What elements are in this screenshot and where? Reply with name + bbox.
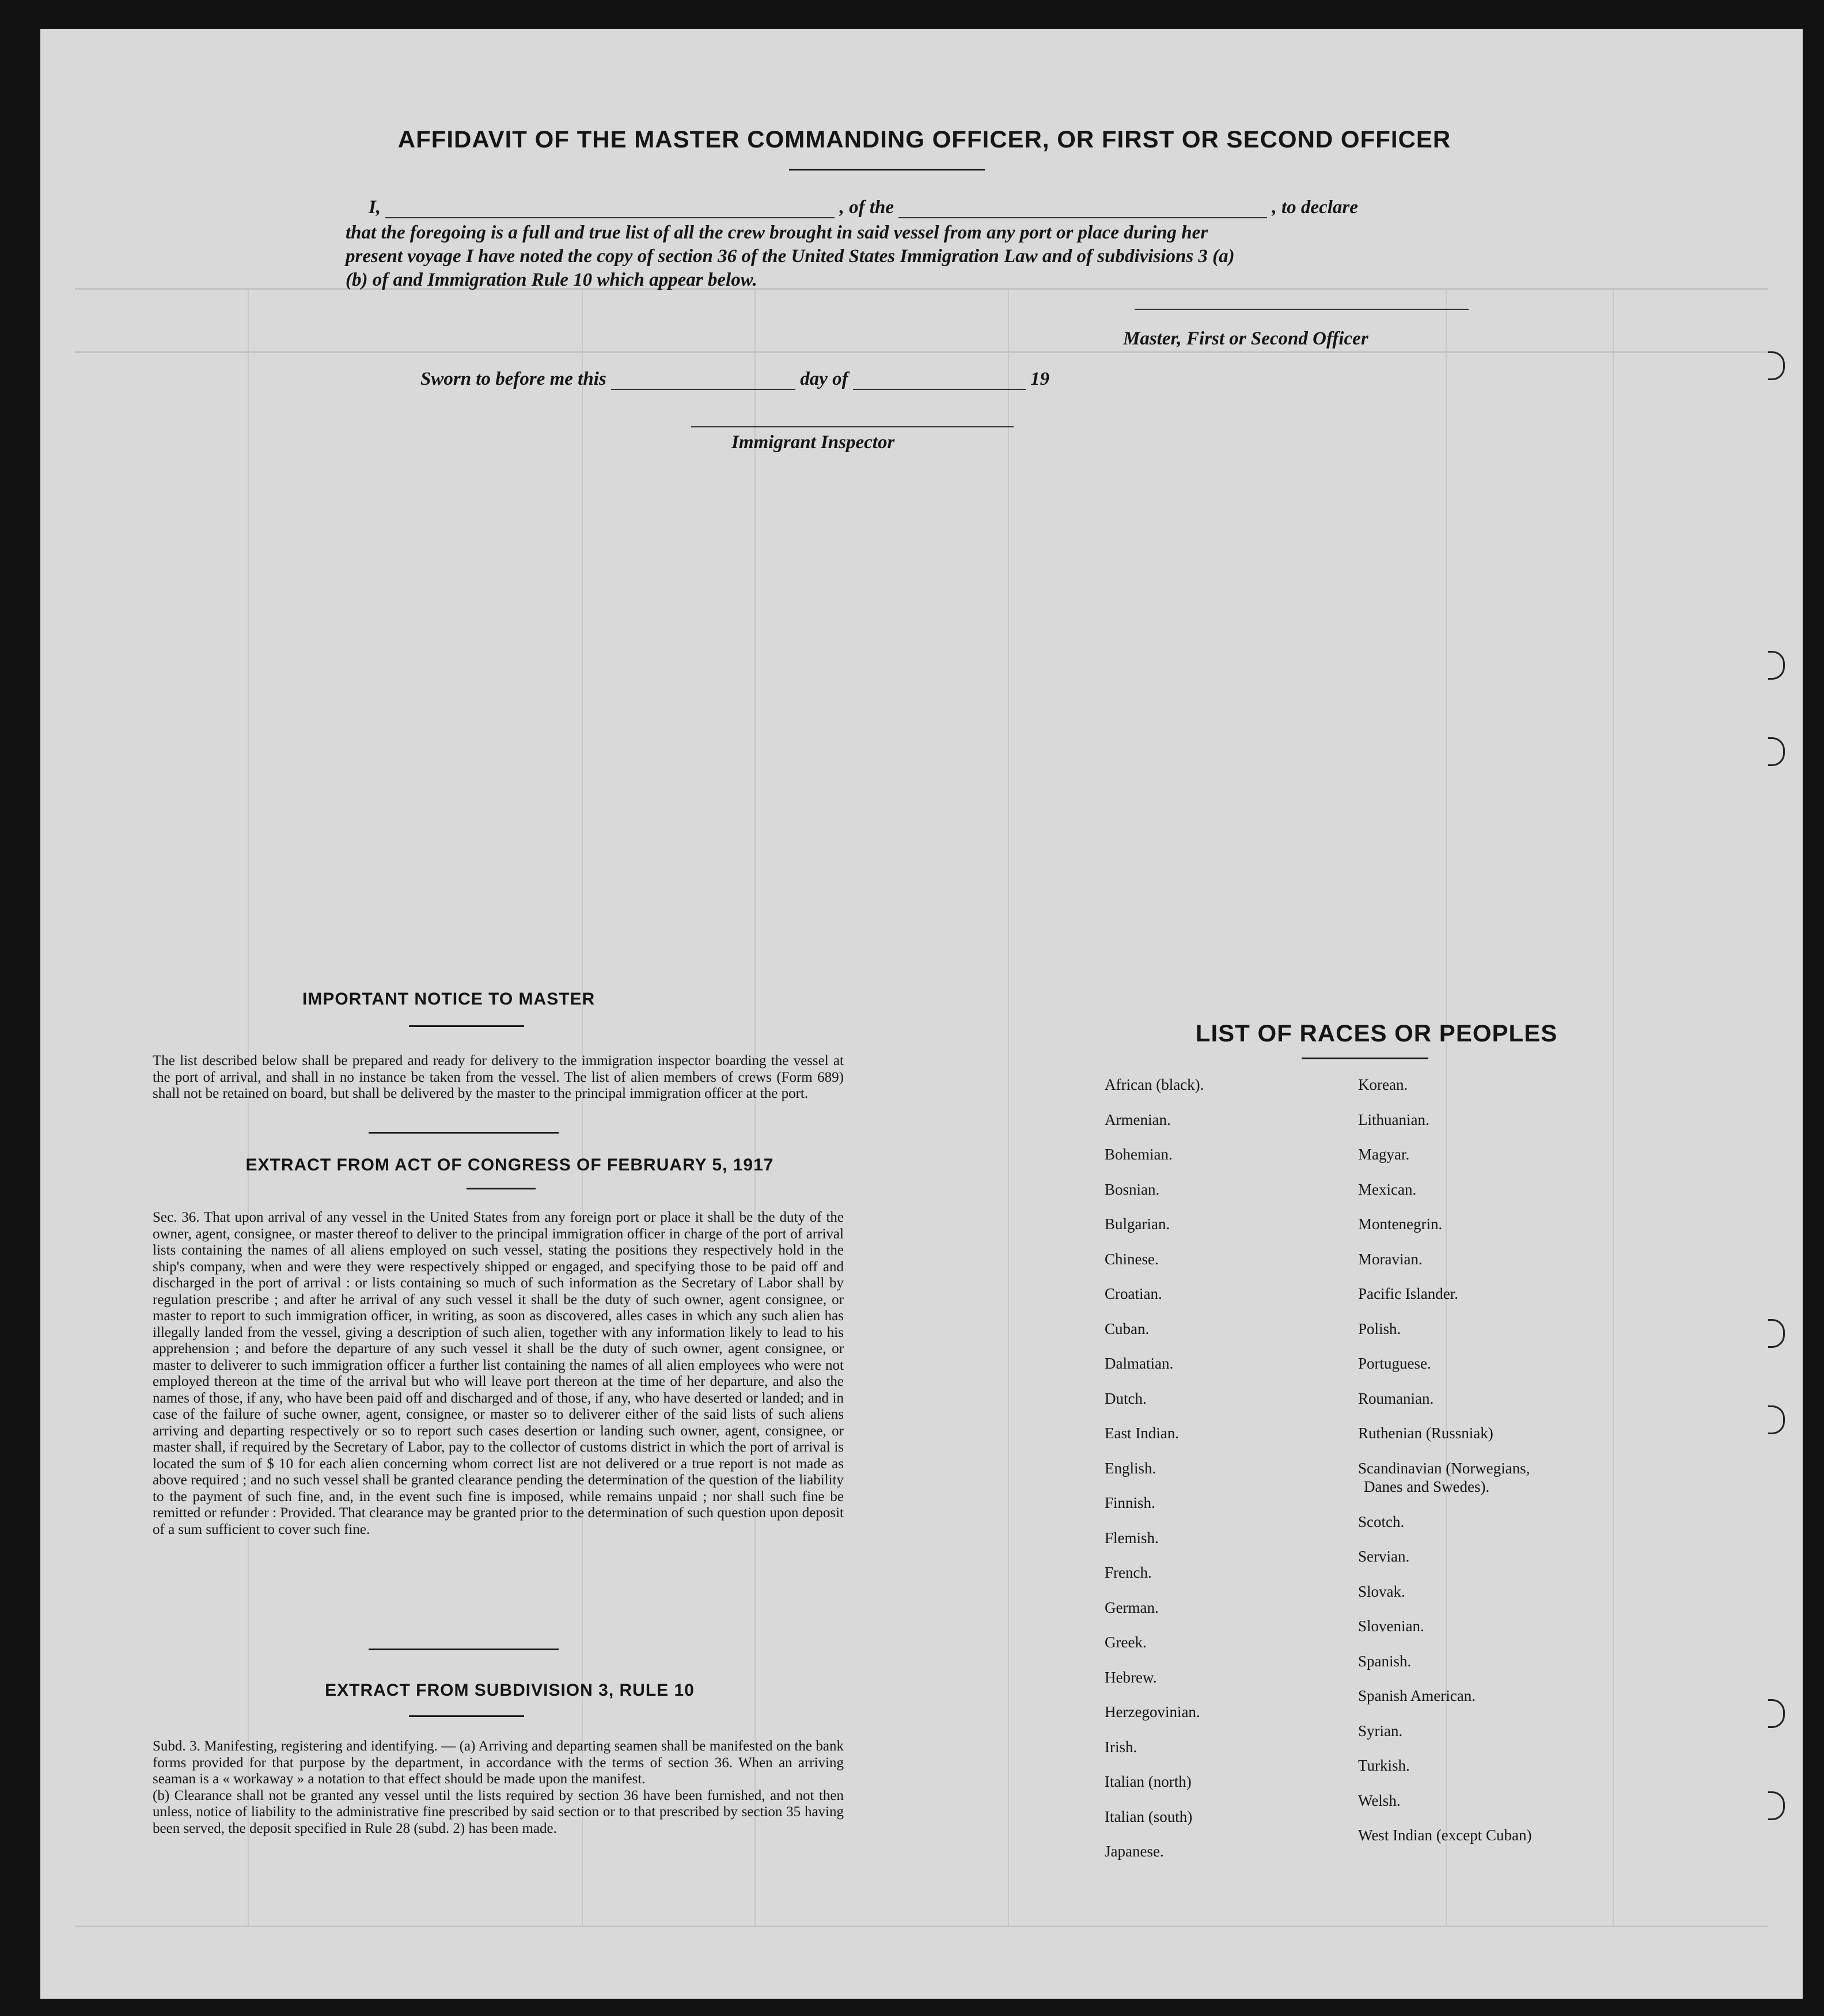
race-item: Bulgarian. (1105, 1215, 1170, 1233)
binder-hole (1768, 1405, 1785, 1434)
race-item: Korean. (1358, 1076, 1408, 1093)
race-item: Herzegovinian. (1105, 1703, 1200, 1721)
binder-hole (1768, 1319, 1785, 1348)
binder-hole (1768, 1699, 1785, 1728)
race-item: Chinese. (1105, 1250, 1159, 1268)
notice-text (153, 1053, 844, 1102)
race-item: Magyar. (1358, 1146, 1410, 1163)
act-paragraph: Sec. 36. That upon arrival of any vessel in the United States from any foreign port or place it shall be the duty of the owner, agent, consignee, or master thereof to deliver to the principal immigration officer in charge of the port of arrival lists containing the names of all aliens employed on such vessel, stating the positions they respectively hold in the ship's company, when and were they were respectively shipped or engaged, and specifying those to be paid off and discharged in the port of arrival : or lists containing so much of such information as the Secretary of Labor shall by regulation prescribe ; and after he arrival of any such vessel it shall be the duty of such owner, agent consignee, or master to report to such immigration officer, in writing, as soon as discovered, alles cases in which any such alien has illegally landed from the vessel, giving a description of such alien, together with any information likely to lead to his apprehension ; and before the departure of any such vessel it shall be the duty of such owner, agent consignee, or master to deliverer to such immigration officer a further list containing the names of all alien employees who were not employed thereon at the time of the arrival but who will leave port thereon at the time of her departure, and also the names of those, if any, who have been paid off and discharged and of those, if any, who have deserted or landed; and in case of the failure of suche owner, agent, consignee, or master so to deliverer either of the said lists of such aliens arriving and departing respectively or so to report such cases desertion or landing such owner, agent, consignee, or master shall, if required by the Secretary of Labor, pay to the collector of customs district in which the port of arrival is located the sum of $ 10 for each alien concerning whom correct list are not delivered or a true report is not made as above required ; and no such vessel shall be granted clearance pending the determination of the question of the liability to the payment of such fine, and, in the event such fine is imposed, while remains unpaid ; nor shall such fine be remitted or refunder : Provided. That clearance may be granted prior to the determination of such question upon deposit of a sum sufficient to cover such fine. (153, 1210, 844, 1537)
of-the-label: , of the (839, 197, 894, 218)
affidavit-body-line: present voyage I have noted the copy of section 36 of the United States Immigration Law and of subdivisions 3 (a) (346, 246, 1235, 267)
race-item: West Indian (except Cuban) (1358, 1826, 1532, 1844)
race-item: Dutch. (1105, 1389, 1147, 1407)
rule-text (153, 1738, 844, 1837)
sworn-line (420, 369, 1049, 390)
race-item: Mexican. (1358, 1180, 1417, 1198)
race-item: Hebrew. (1105, 1668, 1157, 1686)
race-item: Scandinavian (Norwegians, (1358, 1459, 1530, 1477)
race-item: Finnish. (1105, 1494, 1155, 1511)
binder-hole (1768, 737, 1785, 766)
race-item: Welsh. (1358, 1791, 1401, 1809)
race-item: Roumanian. (1358, 1389, 1434, 1407)
race-item: Lithuanian. (1358, 1111, 1429, 1128)
race-item: East Indian. (1105, 1424, 1179, 1442)
vessel-name-field[interactable] (898, 217, 1267, 218)
rule-heading-rule (409, 1715, 524, 1717)
race-item: Bosnian. (1105, 1180, 1160, 1198)
inspector-signature-field[interactable] (691, 426, 1014, 427)
race-item: Spanish American. (1358, 1687, 1476, 1704)
race-item: Pacific Islander. (1358, 1285, 1458, 1302)
declarant-name-field[interactable] (385, 217, 835, 218)
binder-hole (1768, 351, 1785, 380)
affidavit-body-line: that the foregoing is a full and true list of all the crew brought in said vessel from any port or place during her (346, 222, 1208, 243)
race-item: Cuban. (1105, 1320, 1150, 1337)
races-title: LIST OF RACES OR PEOPLES (1195, 1020, 1558, 1047)
rule-heading: EXTRACT FROM SUBDIVISION 3, RULE 10 (325, 1681, 695, 1700)
notice-rule (409, 1025, 524, 1027)
rule-paragraph-b: (b) Clearance shall not be granted any vessel until the lists required by section 36 have been furnished, and not then unless, notice of liability to the administrative fine prescribed by said section or to that prescribed by section 35 having been served, the deposit specified in Rule 28 (subd. 2) has been made. (153, 1787, 844, 1836)
race-item: Danes and Swedes). (1364, 1478, 1490, 1495)
race-item: German. (1105, 1598, 1159, 1616)
race-item: Japanese. (1105, 1843, 1164, 1860)
act-text (153, 1210, 844, 1538)
race-item: African (black). (1105, 1076, 1204, 1093)
bleed-through-rule (75, 351, 1768, 353)
race-item: Servian. (1358, 1548, 1410, 1565)
affidavit-body-line: (b) of and Immigration Rule 10 which appear below. (346, 270, 757, 290)
race-item: Italian (north) (1105, 1773, 1192, 1790)
races-rule (1302, 1058, 1428, 1059)
title-rule (789, 169, 985, 170)
binder-hole (1768, 651, 1785, 680)
race-item: Slovenian. (1358, 1617, 1424, 1635)
race-item: Turkish. (1358, 1757, 1410, 1774)
race-item: Ruthenian (Russniak) (1358, 1424, 1493, 1442)
notice-heading: IMPORTANT NOTICE TO MASTER (302, 990, 596, 1009)
manifest-page (40, 29, 1803, 1999)
race-item: Greek. (1105, 1634, 1147, 1651)
act-end-rule (369, 1649, 559, 1650)
sworn-month-field[interactable] (853, 389, 1026, 390)
race-item: Slovak. (1358, 1582, 1405, 1600)
act-heading: EXTRACT FROM ACT OF CONGRESS OF FEBRUARY 5, 1917 (245, 1155, 774, 1174)
sworn-label: Sworn to before me this (420, 369, 606, 389)
binder-hole (1768, 1791, 1785, 1820)
notice-paragraph: The list described below shall be prepared and ready for delivery to the immigration inspector boarding the vessel at the port of arrival, and shall in no instance be taken from the vessel. The list of alien members of crews (Form 689) shall not be retained on board, but shall be delivered by the master to the principal immigration officer at the port. (153, 1053, 844, 1101)
race-item: Syrian. (1358, 1722, 1403, 1740)
affidavit-title: AFFIDAVIT OF THE MASTER COMMANDING OFFICER, OR FIRST OR SECOND OFFICER (397, 126, 1451, 153)
race-item: Italian (south) (1105, 1807, 1193, 1825)
inspector-label: Immigrant Inspector (731, 432, 895, 453)
day-of-label: day of (800, 369, 848, 389)
race-item: Flemish. (1105, 1529, 1159, 1547)
race-item: Spanish. (1358, 1652, 1412, 1670)
race-item: Bohemian. (1105, 1146, 1173, 1163)
act-rule (467, 1188, 536, 1189)
race-item: Irish. (1105, 1738, 1137, 1756)
race-item: Montenegrin. (1358, 1215, 1443, 1233)
notice-end-rule (369, 1132, 559, 1134)
rule-paragraph-a: Subd. 3. Manifesting, registering and identifying. — (a) Arriving and departing seamen shall be manifested on the bank forms provided for that purpose by the department, in accordance with the terms of section 36. When an arriving seaman is a « workaway » a notation to that effect should be made upon the manifest. (153, 1738, 844, 1787)
race-item: Polish. (1358, 1320, 1401, 1337)
race-item: Portuguese. (1358, 1355, 1431, 1372)
race-item: Dalmatian. (1105, 1355, 1174, 1372)
year-label: 19 (1030, 369, 1050, 389)
sworn-day-field[interactable] (611, 389, 795, 390)
race-item: Armenian. (1105, 1111, 1171, 1128)
declarant-label: I, (369, 197, 381, 218)
declaration-line (369, 197, 1474, 218)
affidavit-body (346, 221, 1474, 292)
declare-label: , to declare (1272, 197, 1358, 218)
master-signature-field[interactable] (1135, 309, 1469, 310)
race-item: Scotch. (1358, 1513, 1405, 1530)
race-item: English. (1105, 1459, 1156, 1477)
race-item: Moravian. (1358, 1250, 1423, 1268)
race-item: French. (1105, 1564, 1152, 1581)
master-label: Master, First or Second Officer (1123, 328, 1368, 349)
race-item: Croatian. (1105, 1285, 1162, 1302)
